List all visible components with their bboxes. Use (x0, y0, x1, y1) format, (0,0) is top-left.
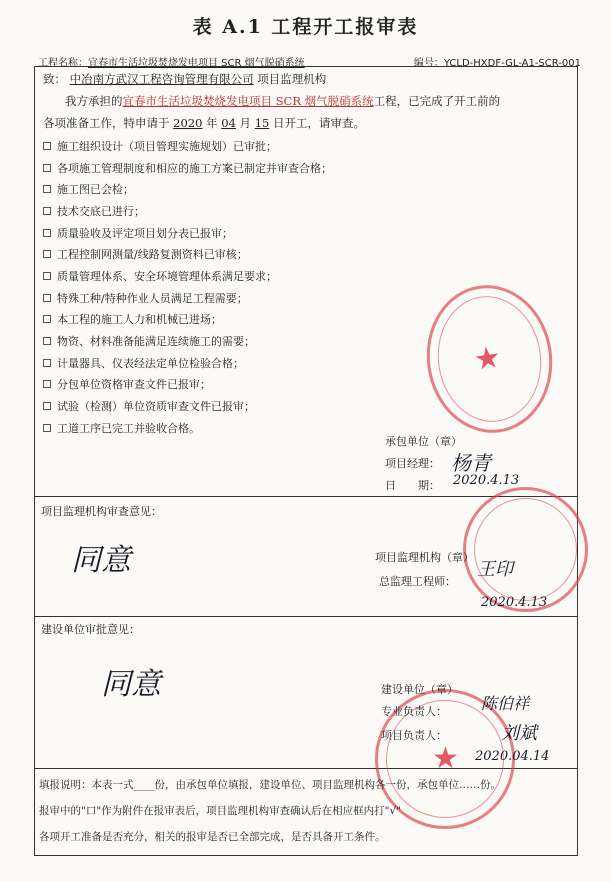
seal-star-icon: ★ (471, 339, 504, 378)
rep-signature: 陈伯祥 (481, 694, 530, 713)
checkbox[interactable] (43, 402, 51, 410)
checkbox[interactable] (43, 207, 51, 215)
contractor-seal (417, 277, 561, 441)
rep-label: 专业负责人： (381, 705, 447, 718)
list-item: 特殊工种/特种作业人员满足工程需要； (43, 287, 332, 309)
code-value: YCLD-HXDF-GL-A1-SCR-001 (443, 58, 581, 69)
form-title: 表 A.1 工程开工报审表 (192, 16, 419, 38)
resp-label: 项目负责人： (381, 729, 447, 742)
checkbox[interactable] (43, 142, 51, 150)
note-line-3: 各项开工准备是否充分，相关的报审是否已全部完成，是否具备开工条件。 (39, 831, 386, 843)
list-item: 技术交底已进行； (43, 200, 332, 222)
chief-engineer-signature: 王印 (477, 559, 513, 580)
list-item: 工道工序已完工并验收合格。 (43, 417, 332, 439)
year-unit: 年 (206, 116, 218, 130)
to-suffix: 项目监理机构 (257, 72, 327, 86)
checkbox[interactable] (43, 424, 51, 432)
p1-post: 工程，已完成了开工前的 (373, 94, 501, 108)
checkbox[interactable] (43, 164, 51, 172)
checkbox[interactable] (43, 315, 51, 323)
paragraph-line-1 (65, 93, 500, 109)
list-item: 施工图已会检； (43, 178, 332, 200)
checkbox[interactable] (43, 380, 51, 388)
p2-pre: 各项准备工作，特申请于 (43, 116, 170, 130)
checkbox[interactable] (43, 359, 51, 367)
project-name: 宜春市生活垃圾焚烧发电项目 SCR 烟气脱硝系统 (88, 58, 305, 69)
application-section (35, 67, 577, 497)
p2-post: 日开工，请审查。 (273, 116, 365, 130)
list-item: 施工组织设计（项目管理实施规划）已审批； (43, 135, 332, 157)
list-item: 试验（检测）单位资质审查文件已报审； (43, 395, 332, 417)
manager-label: 项目经理： (385, 457, 440, 470)
list-item: 质量管理体系、安全环境管理体系满足要求； (43, 265, 332, 287)
p1-pre: 我方承担的 (65, 94, 123, 108)
supervision-opinion-label: 项目监理机构审查意见： (41, 505, 162, 518)
owner-opinion: 同意 (101, 667, 161, 702)
start-day: 15 (254, 116, 270, 130)
note-line-1: 填报说明：本表一式____份，由承包单位填报，建设单位、项目监理机构各一份，承包单位……份。 (39, 779, 501, 791)
code-label: 编号： (413, 58, 444, 69)
list-item: 工程控制网测量/线路复测资料已审核； (43, 243, 332, 265)
checkbox[interactable] (43, 229, 51, 237)
supervision-seal (463, 487, 588, 612)
supervision-date: 2020.4.13 (481, 595, 548, 610)
list-item: 质量验收及评定项目划分表已报审； (43, 222, 332, 244)
start-month: 04 (221, 116, 236, 130)
list-item: 本工程的施工人力和机械已进场； (43, 309, 332, 331)
project-label: 工程名称： (38, 58, 88, 69)
owner-org-label: 建设单位（章） (381, 683, 458, 696)
notes-section (35, 769, 577, 855)
checkbox[interactable] (43, 250, 51, 258)
list-item: 物资、材料准备能满足连续施工的需要； (43, 330, 332, 352)
checklist (43, 135, 332, 439)
checkbox[interactable] (43, 337, 51, 345)
checkbox[interactable] (43, 185, 51, 193)
supervision-org-label: 项目监理机构（章） (375, 551, 474, 564)
supervision-opinion: 同意 (71, 543, 131, 578)
manager-signature: 杨青 (451, 451, 491, 475)
checkbox[interactable] (43, 294, 51, 302)
paragraph-line-2 (43, 115, 365, 131)
recipient-line (43, 71, 326, 87)
list-item: 各项施工管理制度和相应的施工方案已制定并审查合格； (43, 157, 332, 179)
to-label: 致： (43, 72, 66, 86)
supervision-section (35, 497, 577, 617)
owner-section (35, 617, 577, 776)
contractor-label: 承包单位（章） (385, 435, 462, 448)
form-frame (34, 66, 578, 856)
p1-project: 宜春市生活垃圾焚烧发电项目 SCR 烟气脱硝系统 (122, 94, 374, 108)
checkbox[interactable] (43, 272, 51, 280)
chief-engineer-label: 总监理工程师： (379, 575, 456, 588)
date-label: 日 期： (385, 479, 440, 492)
start-year: 2020 (173, 116, 203, 130)
month-unit: 月 (239, 116, 252, 130)
list-item: 分包单位资格审查文件已报审； (43, 374, 332, 396)
contractor-date: 2020.4.13 (453, 473, 520, 488)
note-line-2: 报审中的"口"作为附件在报审表后，项目监理机构审查确认后在相应框内打"√" (39, 805, 402, 817)
owner-opinion-label: 建设单位审批意见： (41, 623, 140, 636)
resp-signature: 刘斌 (501, 723, 537, 744)
list-item: 计量器具、仪表经法定单位检验合格； (43, 352, 332, 374)
to-name: 中冶南方武汉工程咨询管理有限公司 (69, 72, 254, 86)
owner-date: 2020.04.14 (475, 749, 550, 764)
owner-seal-star-icon: ★ (432, 741, 459, 776)
